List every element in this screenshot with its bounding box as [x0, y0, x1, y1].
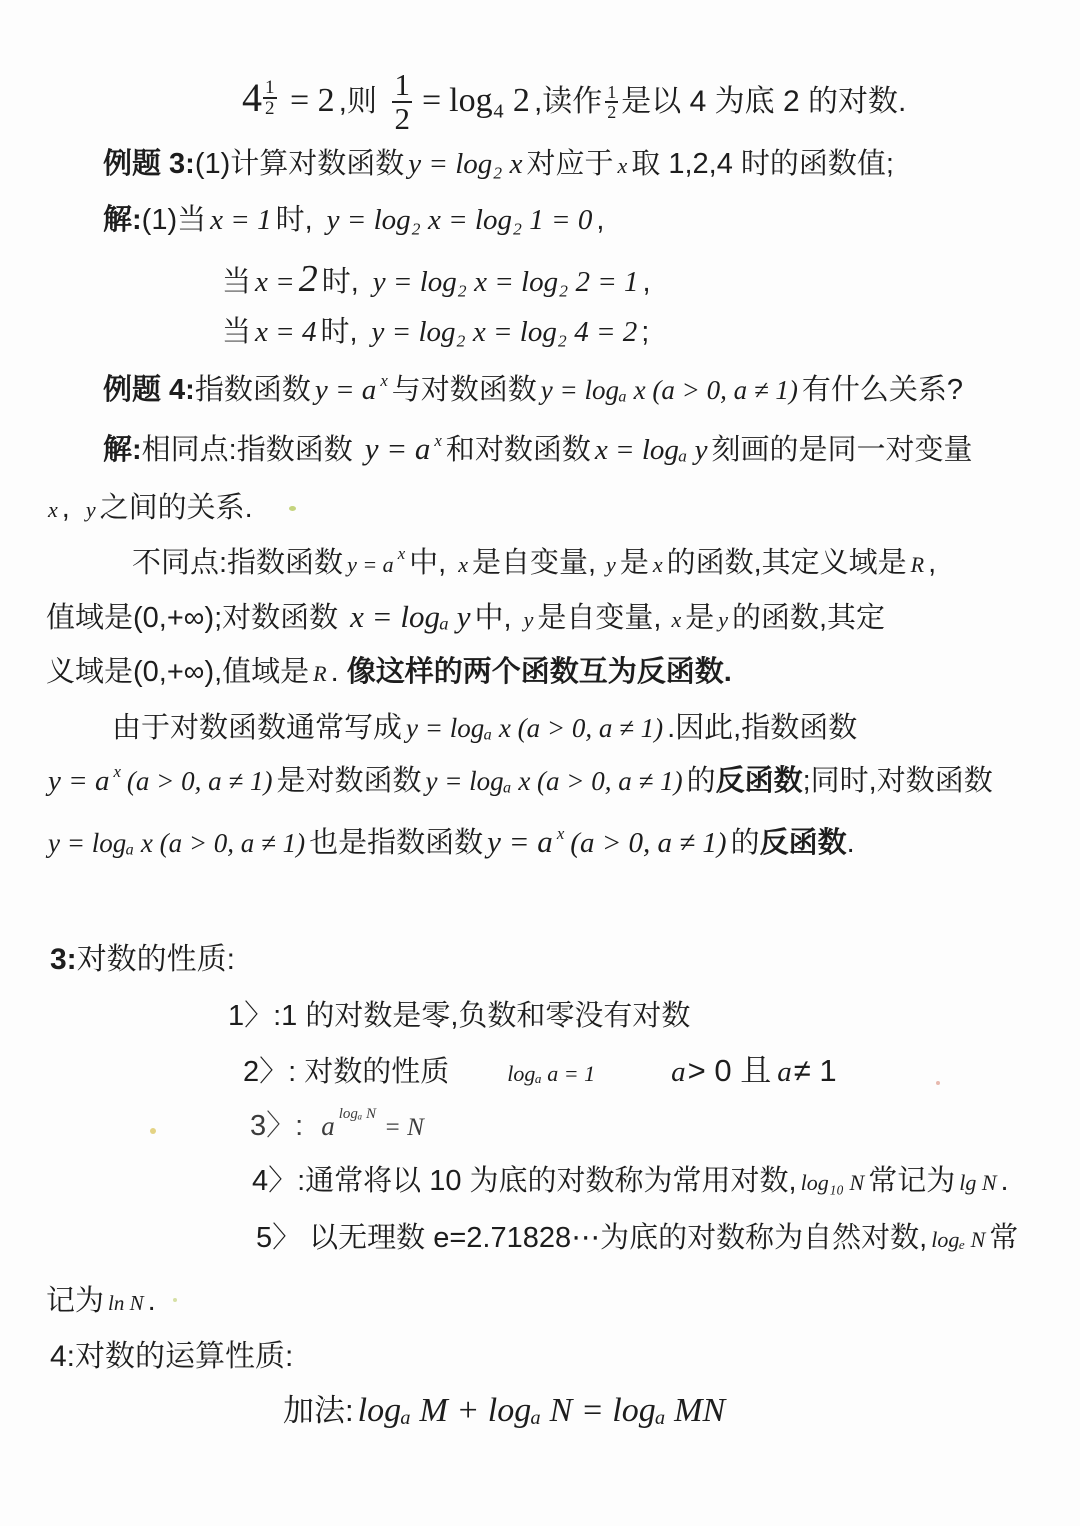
- superscript: x: [556, 824, 565, 844]
- cjk-text: 时,: [275, 204, 313, 236]
- difference-line1: [132, 545, 936, 581]
- cjk-text: (1)计算对数函数: [194, 148, 405, 180]
- math-text: y = log₂ x = log₂ 1 = 0: [326, 204, 593, 236]
- fraction-denominator: 2: [394, 101, 410, 137]
- math-text: y = a: [48, 765, 110, 797]
- solution4-line1: [103, 430, 973, 469]
- math-base-4: 4: [242, 75, 262, 120]
- math-text: x = logₐ y: [594, 434, 708, 466]
- math-text-large: 2: [298, 258, 318, 300]
- math-text: a: [777, 1056, 792, 1088]
- cjk-text: 值域是(0,+∞);对数函数: [46, 602, 339, 634]
- superscript: x: [434, 431, 442, 451]
- cjk-text: .: [330, 656, 339, 688]
- difference-line3: [46, 654, 732, 690]
- section3-heading: [50, 941, 235, 979]
- math-text: x = 4: [255, 316, 317, 348]
- solution3-line1: [103, 202, 604, 238]
- emphasis-text: 像这样的两个函数互为反函数.: [346, 656, 732, 688]
- math-text: y: [718, 607, 728, 632]
- scan-artifact-dot: [936, 1081, 940, 1085]
- math-text: y = log₂ x = log₂ 2 = 1: [372, 266, 639, 298]
- math-text: x: [617, 153, 628, 178]
- math-text: y: [606, 552, 616, 577]
- cjk-text: > 0 且: [687, 1053, 772, 1088]
- math-text: y = a: [364, 431, 431, 466]
- cjk-text: 是自变量,: [537, 602, 662, 634]
- solution-label: 解:: [103, 204, 142, 236]
- math-text: a: [671, 1056, 686, 1088]
- math-text: = N: [384, 1114, 424, 1141]
- math-text: y = log₂ x = log₂ 4 = 2: [371, 316, 638, 348]
- property-item-1: [228, 998, 690, 1034]
- math-text: ln N: [108, 1291, 144, 1315]
- cjk-text: ≠ 1: [793, 1053, 837, 1088]
- small-fraction: [605, 83, 618, 122]
- fraction-numerator: 1: [394, 67, 410, 103]
- cjk-text: 的: [730, 827, 760, 859]
- math-text: R: [313, 661, 327, 686]
- math-text: y = logₐ x (a > 0, a ≠ 1): [48, 828, 306, 858]
- cjk-text: 中,: [474, 602, 512, 634]
- cjk-text: 由于对数函数通常写成: [112, 712, 403, 744]
- cjk-text: 是自变量,: [471, 547, 597, 579]
- cjk-text: .: [846, 827, 855, 859]
- emphasis-text: 反函数: [759, 827, 847, 859]
- cjk-text: 是: [685, 602, 715, 634]
- cjk-text: 3〉:: [250, 1110, 304, 1142]
- cjk-text: 刻画的是同一对变量: [711, 434, 973, 466]
- superscript: x: [380, 371, 388, 391]
- display-fraction: [392, 67, 412, 137]
- cjk-text: 的函数,其定: [731, 602, 886, 634]
- section4-heading: [50, 1338, 293, 1376]
- cjk-text: ,: [928, 547, 937, 579]
- cjk-text: 1〉:1 的对数是零,负数和零没有对数: [228, 1000, 691, 1032]
- cjk-text: ,: [61, 492, 70, 524]
- emphasis-text: 反函数: [715, 765, 803, 797]
- math-text: (a > 0, a ≠ 1): [126, 766, 273, 796]
- math-text: y = a: [487, 824, 553, 859]
- math-text: lg N: [959, 1170, 997, 1195]
- cjk-text: 5〉 以无理数 e=2.71828⋯为底的对数称为自然对数,: [256, 1222, 928, 1254]
- superscript: x: [113, 762, 121, 782]
- cjk-text: .因此,指数函数: [667, 712, 858, 744]
- property-item-2: [243, 1052, 837, 1091]
- property-item-5: [256, 1220, 1018, 1256]
- fraction-numerator: 1: [265, 77, 275, 98]
- cjk-text: ;: [641, 316, 650, 348]
- math-text: y = logₐ x (a > 0, a ≠ 1): [540, 375, 798, 405]
- cjk-text: ;同时,对数函数: [802, 765, 993, 797]
- cjk-text: (1)当: [141, 204, 207, 236]
- cjk-text: 取 1,2,4 时的函数值;: [631, 148, 894, 180]
- cjk-text: 有什么关系?: [801, 374, 964, 406]
- math-text: y: [85, 497, 96, 522]
- cjk-text: 常: [989, 1222, 1019, 1254]
- cjk-text: ,: [642, 266, 651, 298]
- solution4-line2: [48, 490, 253, 526]
- scan-artifact-dot: [173, 1298, 177, 1302]
- intro-formula-line: [238, 48, 906, 152]
- section-number: 4:: [50, 1340, 76, 1373]
- cjk-text: 是对数函数: [276, 765, 422, 797]
- cjk-text: 当: [222, 316, 252, 348]
- fraction-denominator: 2: [265, 98, 275, 120]
- cjk-text: 时,: [321, 266, 359, 298]
- math-text: log₁₀ N: [800, 1170, 865, 1195]
- example4-heading: [103, 372, 963, 408]
- cjk-text: 中,: [409, 547, 447, 579]
- cjk-text: 的函数,其定义域是: [666, 547, 907, 579]
- cjk-text: 和对数函数: [445, 434, 591, 466]
- cjk-text: 4〉:通常将以 10 为底的对数称为常用对数,: [252, 1165, 797, 1197]
- math-text: x =: [255, 266, 295, 298]
- inverse-para-line1: [112, 710, 857, 746]
- cjk-text: 不同点:指数函数: [132, 547, 344, 579]
- cjk-text: 也是指数函数: [309, 827, 484, 859]
- cjk-text: 加法:: [283, 1393, 354, 1428]
- cjk-text: .: [147, 1285, 156, 1317]
- cjk-text: 的: [686, 765, 716, 797]
- cjk-text: 时,: [320, 316, 358, 348]
- cjk-text: 对应于: [526, 148, 614, 180]
- inverse-para-line2: [48, 763, 993, 799]
- cjk-text: ,读作: [533, 85, 603, 118]
- fraction-denominator: 2: [607, 102, 617, 123]
- math-text: x: [48, 497, 58, 522]
- math-text: y: [523, 607, 534, 632]
- cjk-text: 对数的运算性质:: [75, 1340, 294, 1373]
- math-text: logₐ M + logₐ N = logₐ MN: [357, 1392, 726, 1429]
- math-text: (a > 0, a ≠ 1): [570, 827, 727, 859]
- solution-label: 解:: [103, 434, 142, 466]
- math-text: x: [458, 552, 468, 577]
- math-text: x = 1: [210, 204, 272, 236]
- cjk-text: 是: [619, 547, 649, 579]
- cjk-text: ,: [596, 204, 605, 236]
- math-base: a: [321, 1111, 335, 1141]
- difference-line2: [46, 598, 885, 637]
- cjk-text: 记为: [46, 1285, 105, 1317]
- cjk-text: 对数的性质:: [76, 943, 236, 976]
- math-text: x = logₐ y: [350, 599, 471, 634]
- cjk-text: 义域是(0,+∞),值域是: [46, 656, 310, 688]
- exponent-fraction: [263, 78, 277, 119]
- example-label: 例题 4:: [103, 374, 195, 406]
- example3-heading: [103, 146, 894, 182]
- solution3-line3: [222, 314, 649, 350]
- math-text: =: [421, 82, 442, 119]
- addition-rule-formula: [283, 1390, 729, 1433]
- math-text: y = logₐ x (a > 0, a ≠ 1): [425, 766, 683, 796]
- math-text: y = a: [314, 374, 377, 406]
- cjk-text: .: [1000, 1165, 1009, 1197]
- cjk-text: 当: [222, 266, 252, 298]
- scan-artifact-dot: [289, 506, 296, 511]
- cjk-text: 与对数函数: [391, 374, 537, 406]
- cjk-text: ,则: [338, 85, 377, 118]
- cjk-text: 之间的关系.: [99, 492, 253, 524]
- math-text: y = logₐ x (a > 0, a ≠ 1): [406, 713, 664, 743]
- math-text: log₄ 2: [449, 82, 530, 119]
- superscript: x: [397, 544, 406, 564]
- property-item-4: [252, 1163, 1009, 1199]
- example-label: 例题 3:: [103, 148, 195, 180]
- section-number: 3:: [50, 943, 77, 976]
- property-item-5-cont: [46, 1283, 156, 1319]
- solution3-line2: [222, 256, 651, 304]
- math-text: logₑ N: [931, 1227, 986, 1252]
- fraction-numerator: 1: [607, 81, 617, 102]
- cjk-text: 指数函数: [194, 374, 311, 406]
- math-text: y = log₂ x: [408, 148, 523, 180]
- superscript: logₐ N: [338, 1106, 376, 1123]
- math-text: x: [652, 552, 663, 577]
- cjk-text: 相同点:指数函数: [141, 434, 353, 466]
- math-text: = 2: [289, 82, 335, 119]
- scan-artifact-dot: [150, 1128, 156, 1134]
- math-text: logₐ a = 1: [507, 1061, 596, 1086]
- math-text: R: [910, 552, 925, 577]
- cjk-text: 是以 4 为底 2 的对数.: [621, 85, 907, 118]
- cjk-text: 2〉: 对数的性质: [243, 1056, 450, 1088]
- math-text: y = a: [347, 552, 394, 577]
- inverse-para-line3: [48, 823, 855, 862]
- property-item-3: [250, 1108, 428, 1144]
- math-text: x: [671, 607, 682, 632]
- cjk-text: 常记为: [868, 1165, 956, 1197]
